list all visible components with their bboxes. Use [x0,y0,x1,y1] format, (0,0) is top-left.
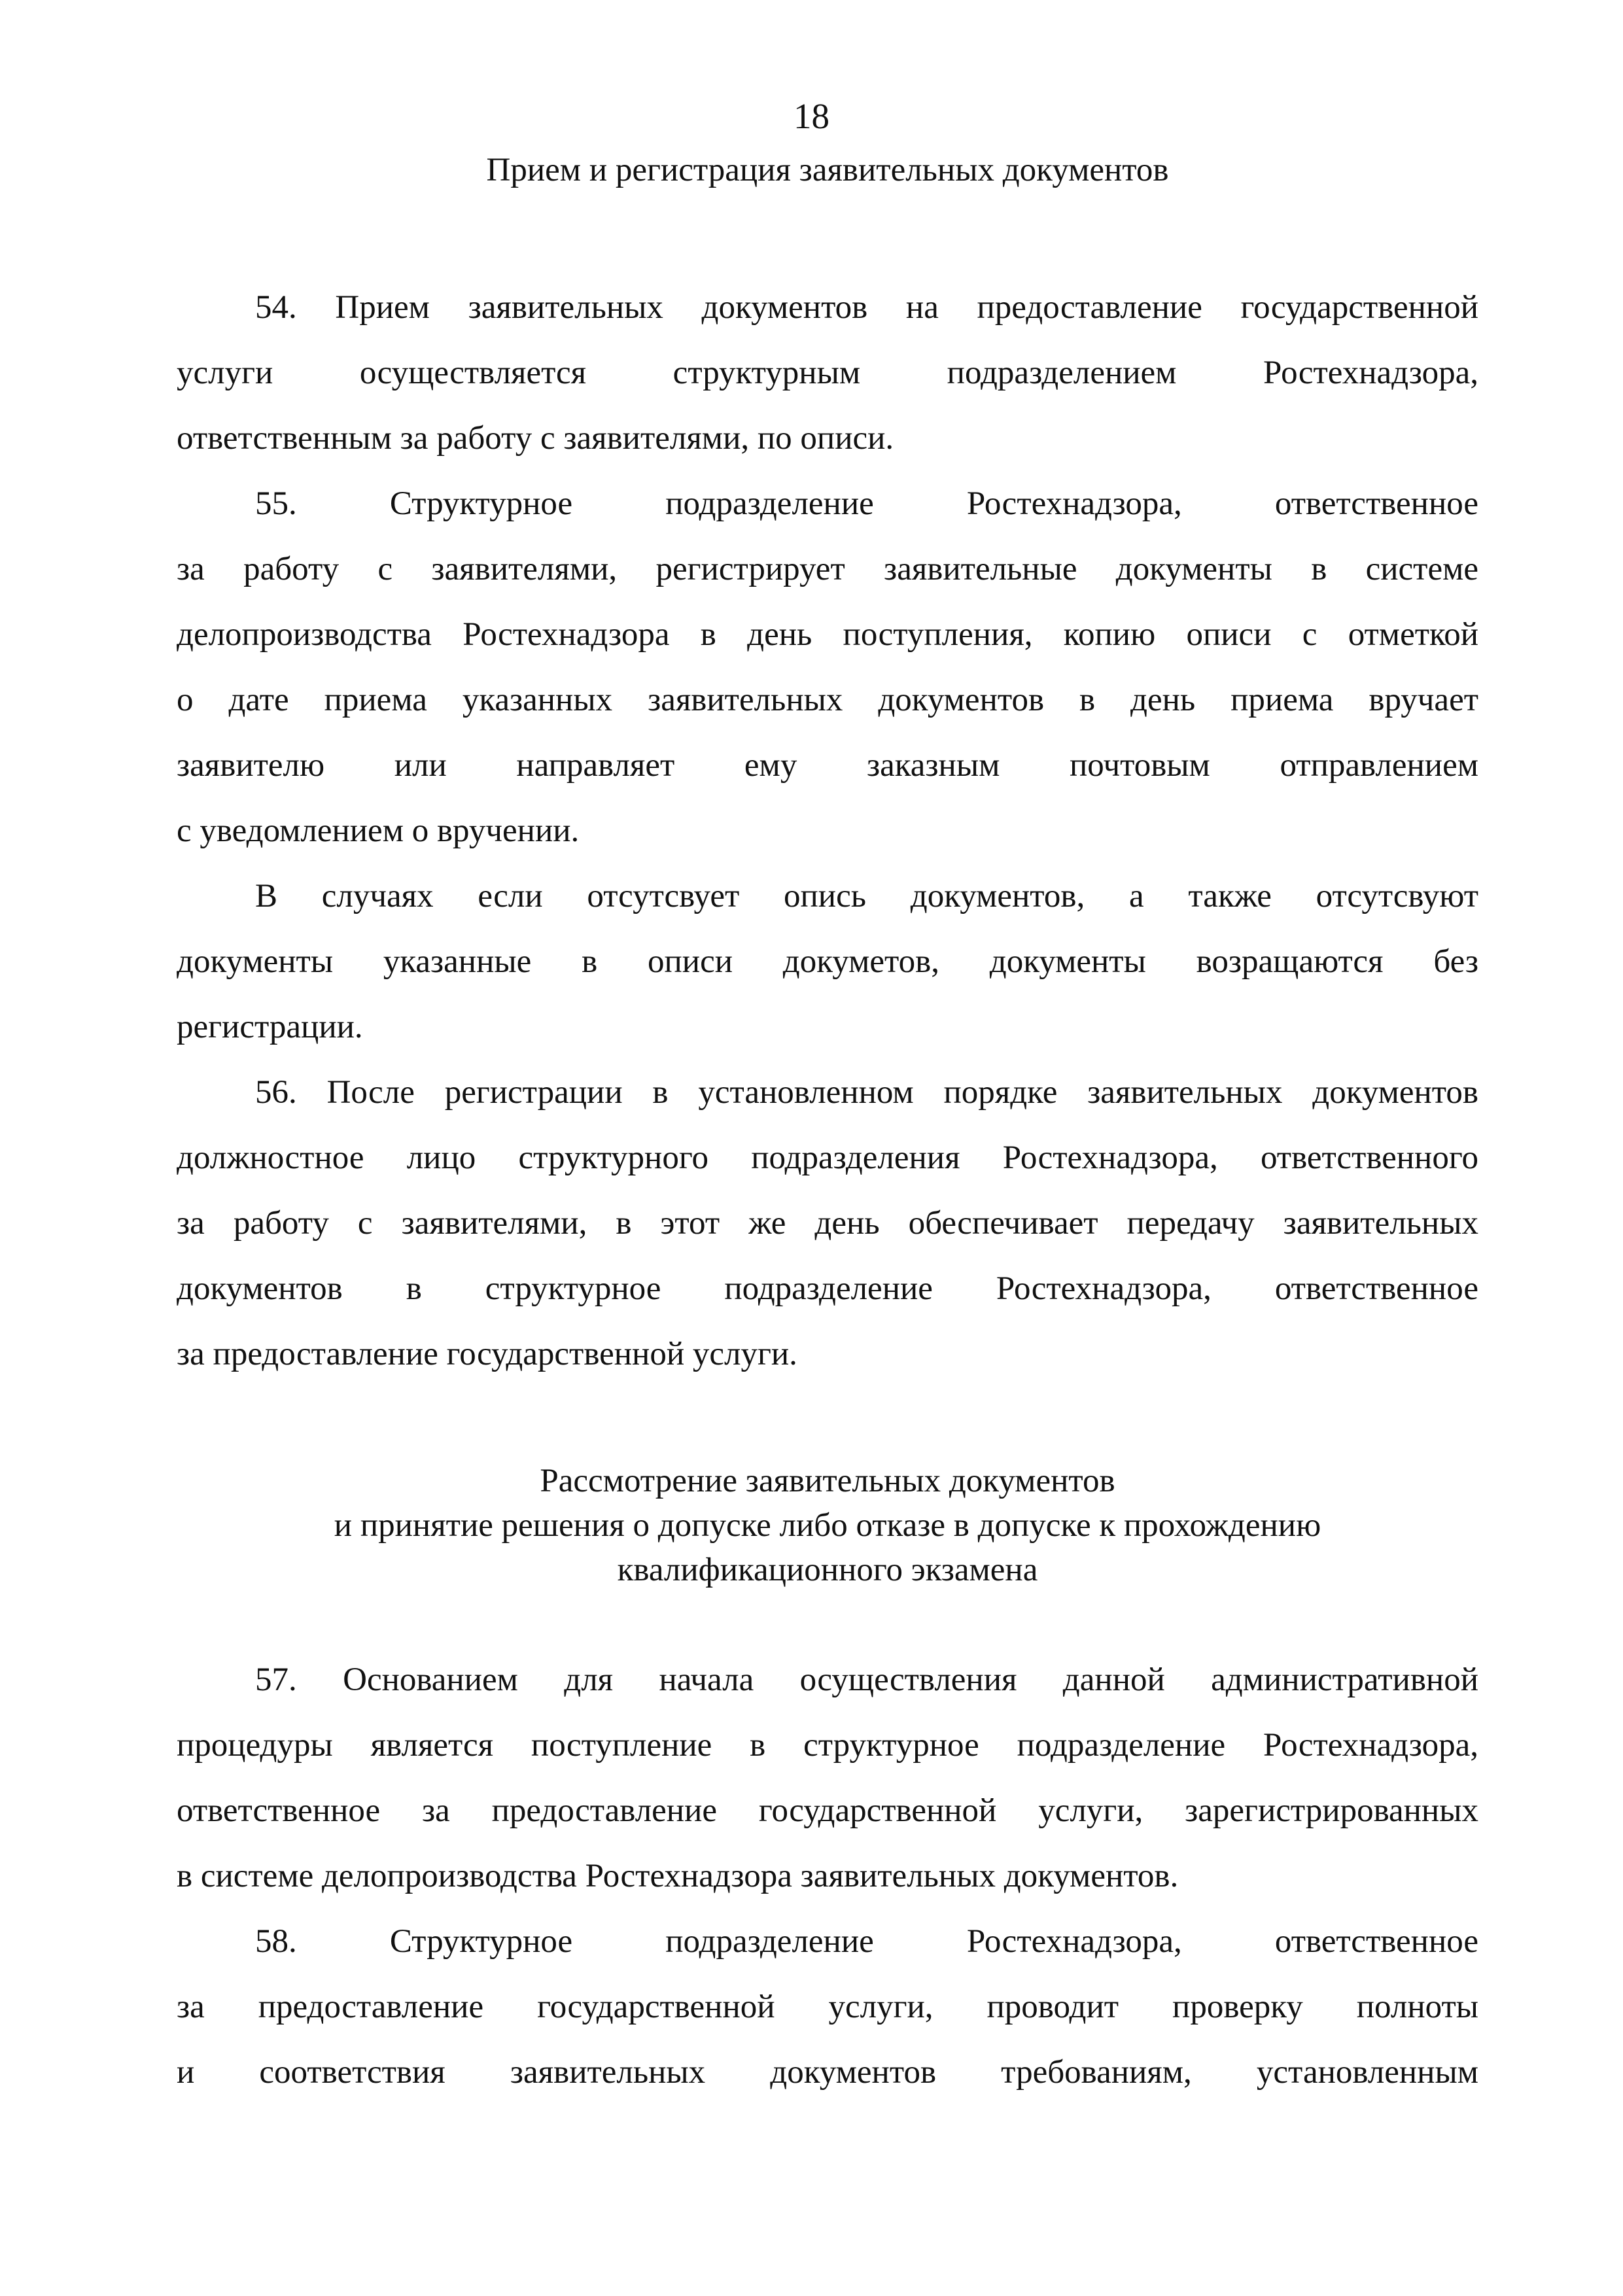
section-heading-review [177,1459,1478,1592]
text-line: 55. Структурное подразделение Ростехнадзора, ответственное [255,485,1478,522]
text-line: о дате приема указанных заявительных документов в день приема вручает [177,682,1478,718]
heading-line: и принятие решения о допуске либо отказе в допуске к прохождению [334,1507,1321,1544]
text-line: за предоставление государственной услуги, проводит проверку полноты [177,1989,1478,2025]
text-line: ответственное за предоставление государственной услуги, зарегистрированных [177,1792,1478,1829]
paragraph-56 [177,1060,1478,1387]
text-line: В случаях если отсутсвует опись документов, а также отсутсвуют [255,878,1478,914]
text-line: за предоставление государственной услуги. [177,1336,797,1372]
paragraph-58 [177,1909,1478,2105]
text-line: делопроизводства Ростехнадзора в день поступления, копию описи с отметкой [177,616,1478,653]
text-line: заявителю или направляет ему заказным почтовым отправлением [177,747,1478,784]
section-heading-reception: Прием и регистрация заявительных документов [486,152,1169,188]
heading-line: Рассмотрение заявительных документов [540,1463,1115,1499]
text-line: и соответствия заявительных документов требованиям, установленным [177,2054,1478,2091]
text-line: 54. Прием заявительных документов на предоставление государственной [255,289,1478,326]
paragraph-54 [177,275,1478,471]
text-line: 57. Основанием для начала осуществления данной административной [255,1661,1478,1698]
text-line: процедуры является поступление в структурное подразделение Ростехнадзора, [177,1727,1478,1764]
text-line: документов в структурное подразделение Ростехнадзора, ответственное [177,1270,1478,1307]
text-line: с уведомлением о вручении. [177,812,580,849]
text-line: должностное лицо структурного подразделения Ростехнадзора, ответственного [177,1139,1478,1176]
text-line: 58. Структурное подразделение Ростехнадзора, ответственное [255,1923,1478,1960]
text-line: за работу с заявителями, в этот же день обеспечивает передачу заявительных [177,1205,1478,1242]
text-line: в системе делопроизводства Ростехнадзора заявительных документов. [177,1858,1179,1894]
text-line: регистрации. [177,1009,363,1045]
page-number: 18 [794,96,829,136]
paragraph-55 [177,471,1478,863]
paragraph-55-continuation [177,863,1478,1060]
heading-line: квалификационного экзамена [617,1552,1038,1588]
text-line: услуги осуществляется структурным подразделением Ростехнадзора, [177,355,1478,391]
paragraph-57 [177,1647,1478,1909]
text-line: 56. После регистрации в установленном порядке заявительных документов [255,1074,1478,1111]
text-line: документы указанные в описи докуметов, документы возращаются без [177,943,1478,980]
text-line: за работу с заявителями, регистрирует заявительные документы в системе [177,551,1478,587]
text-line: ответственным за работу с заявителями, по описи. [177,420,894,457]
